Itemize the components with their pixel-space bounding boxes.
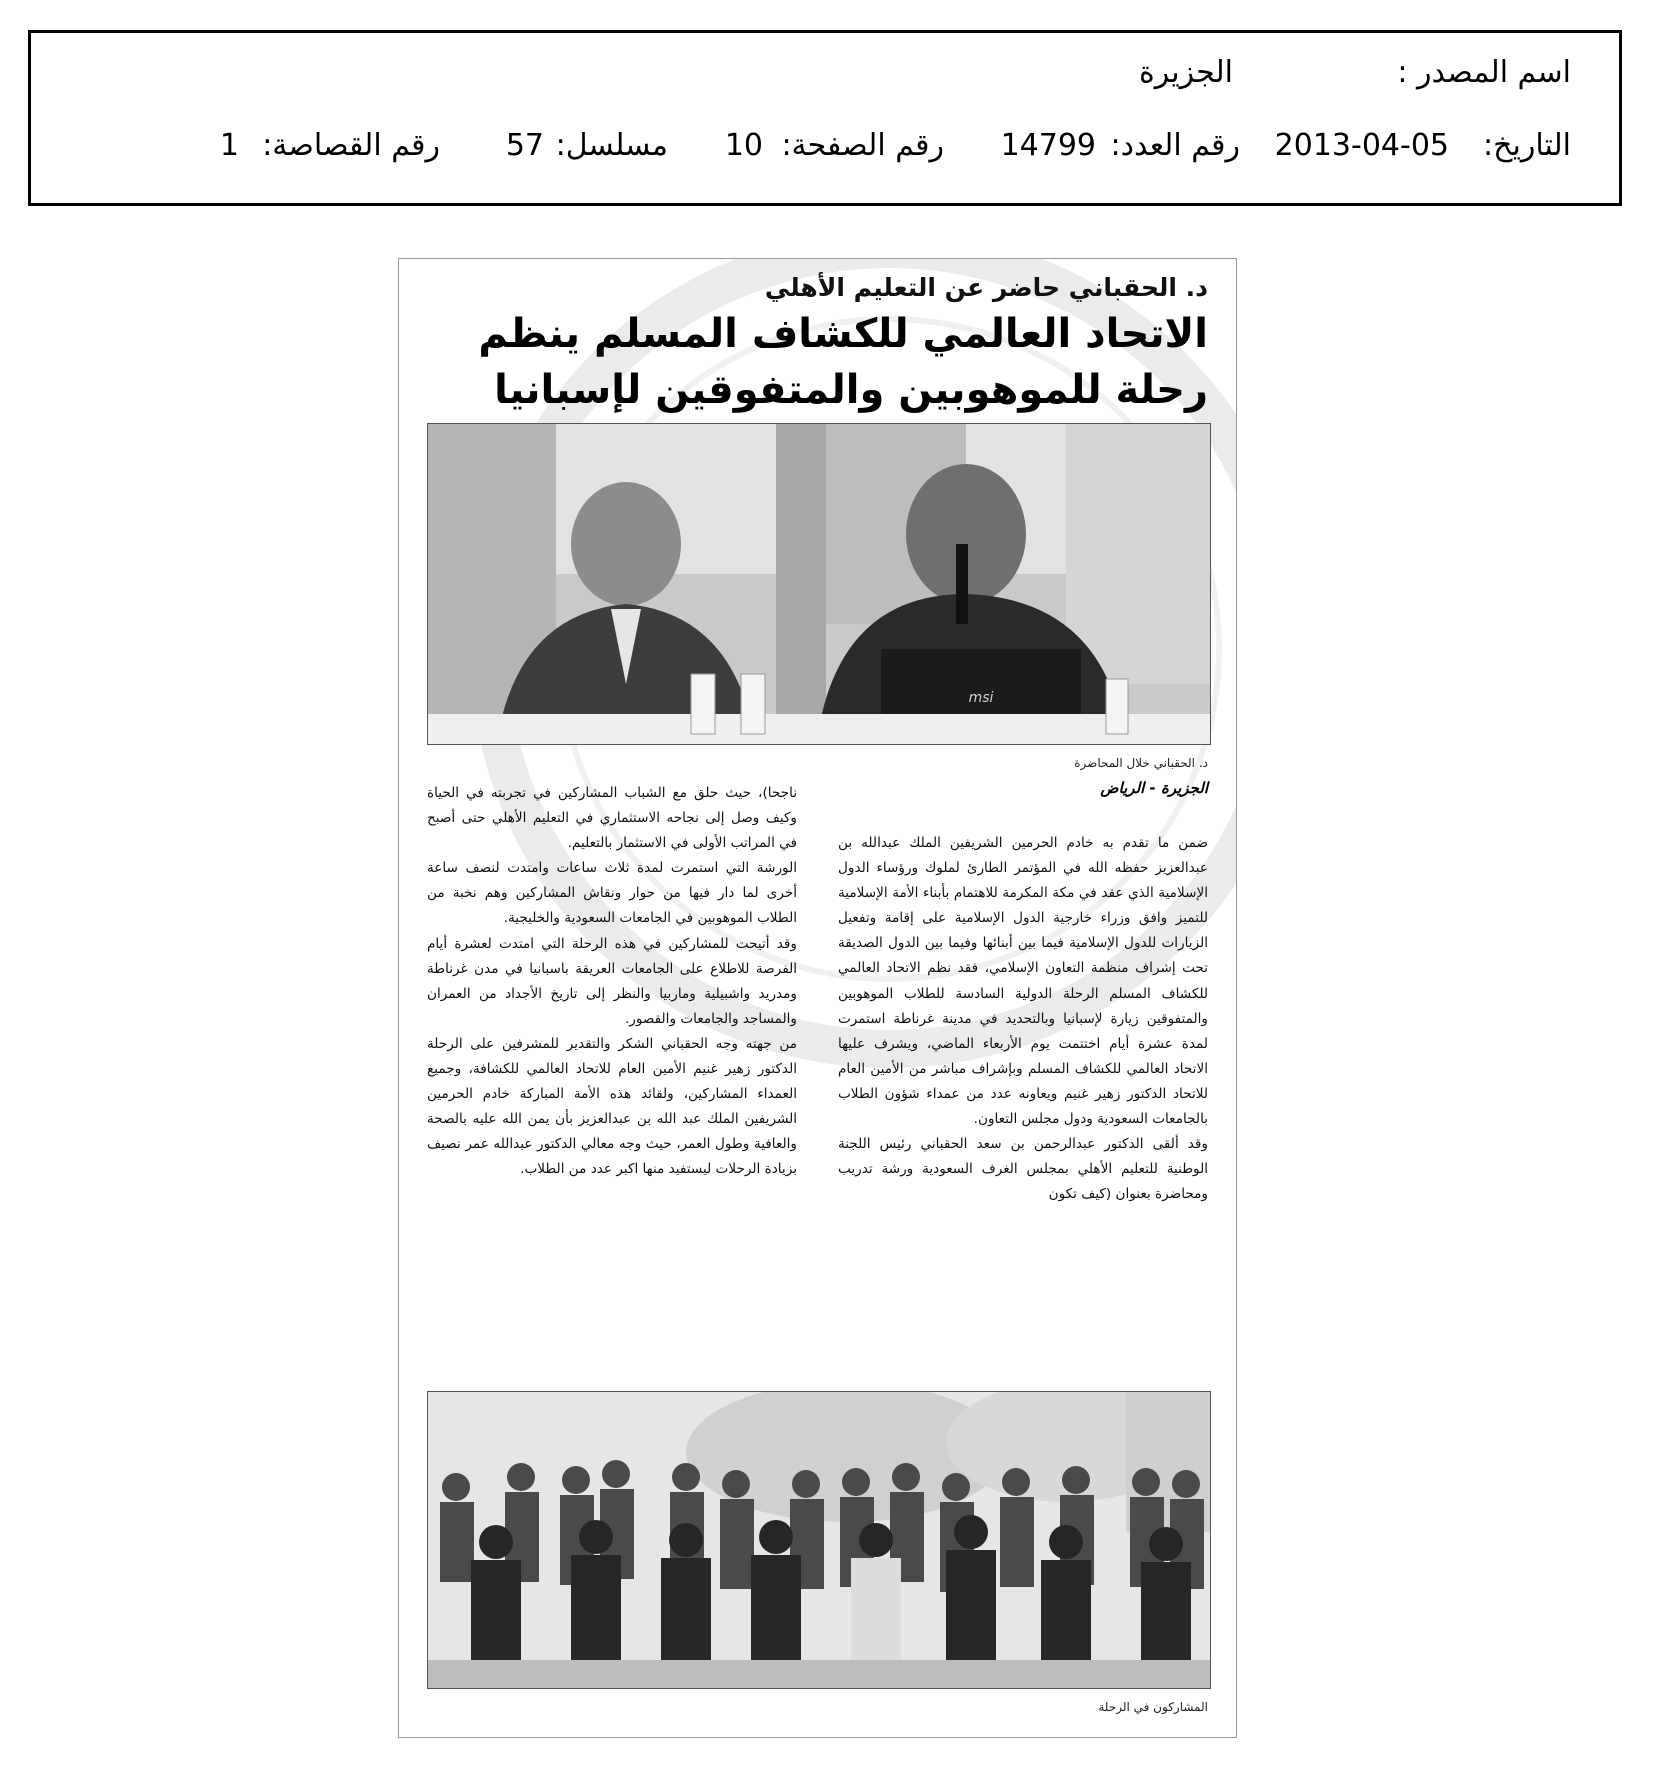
issue-label: رقم العدد:	[1110, 128, 1240, 163]
column-left-paragraph-1: ناجحا)، حيث حلق مع الشباب المشاركين في تجربته في الحياة وكيف وصل إلى نجاحه الاستثماري في التعليم الأهلي حتى أصبح في المراتب الأولى في الاستثمار بالتعليم.	[427, 785, 797, 852]
date-value: 2013-04-05	[1274, 128, 1449, 163]
headline-line-1: الاتحاد العالمي للكشاف المسلم ينظم	[478, 311, 1208, 357]
column-left-paragraph-4: من جهته وجه الحقباني الشكر والتقدير للمشرفين على الرحلة الدكتور زهير غنيم الأمين العام للاتحاد العالمي للكشافة، وجميع العمداء المشاركين، ولقائد هذه الأمة المباركة خادم الحرمين الشريفين الملك عبد الله بن عبدالعزيز بأن يمن الله عليه بالصحة والعافية وطول العمر، حيث وجه معالي الدكتور عبدالله عمر نصيف بزيادة الرحلات ليستفيد منها اكبر عدد من الطلاب.	[427, 1035, 797, 1178]
newspaper-clipping	[398, 258, 1237, 1738]
headline-line-2: رحلة للموهوبين والمتفوقين لإسبانيا	[494, 367, 1208, 413]
column-right-paragraph-1: ضمن ما تقدم به خادم الحرمين الشريفين الملك عبدالله بن عبدالعزيز حفظه الله في المؤتمر الطارئ لملوك ورؤساء الدول الإسلامية الذي عقد في مكة المكرمة للاهتمام بأبناء الأمة الإسلامية للتميز وافق وزراء خارجية الدول الإسلامية على إقامة وتفعيل الزيارات للدول الإسلامية فيما بين أبنائها وفيما بين الدول الصديقة تحت إشراف منظمة التعاون الإسلامي، فقد نظم الاتحاد العالمي للكشاف المسلم الرحلة الدولية السادسة للطلاب الموهوبين والمتفوقين زيارة لإسبانيا وبالتحديد في مدينة غرناطة استمرت لمدة عشرة أيام اختتمت يوم الأربعاء الماضي، ويشرف عليها الاتحاد العالمي للكشاف المسلم وبإشراف مباشر من الأمين العام للاتحاد الدكتور زهير غنيم ويعاونه عدد من عمداء شؤون الطلاب بالجامعات السعودية ودول مجلس التعاون.	[838, 835, 1208, 1128]
lecture-photo-caption: د. الحقباني خلال المحاضرة	[1074, 756, 1208, 770]
column-left-paragraph-3: وقد أتيحت للمشاركين في هذه الرحلة التي امتدت لعشرة أيام الفرصة للاطلاع على الجامعات العريقة باسبانيا في مدن غرناطة ومدريد واشبيلية وماربيا والنظر إلى تاريخ الأجداد من العمران والمساجد والجامعات والقصور.	[427, 935, 797, 1027]
source-row	[31, 55, 1621, 95]
source-info-box	[28, 30, 1622, 206]
serial-value: 57	[505, 128, 544, 163]
issue-value: 14799	[1000, 128, 1096, 163]
source-label: اسم المصدر :	[1397, 55, 1571, 90]
clip-value: 1	[219, 128, 239, 163]
group-photo	[427, 1391, 1211, 1689]
source-value: الجزيرة	[1138, 55, 1233, 90]
date-label: التاريخ:	[1483, 128, 1571, 163]
lecture-photo-image	[427, 424, 1210, 745]
page-label: رقم الصفحة:	[781, 128, 944, 163]
serial-label: مسلسل:	[555, 128, 668, 163]
article-kicker: د. الحقباني حاضر عن التعليم الأهلي	[764, 273, 1208, 302]
article-column-left	[427, 781, 797, 1183]
page-value: 10	[724, 128, 763, 163]
lecture-photo	[427, 423, 1211, 745]
column-right-paragraph-2: وقد ألقى الدكتور عبدالرحمن بن سعد الحقباني رئيس اللجنة الوطنية للتعليم الأهلي بمجلس الغرف السعودية ورشة تدريب ومحاضرة بعنوان (كيف تكون	[838, 1136, 1208, 1203]
column-left-paragraph-2: الورشة التي استمرت لمدة ثلاث ساعات وامتدت لنصف ساعة أخرى لما دار فيها من حوار ونقاش المشاركين وهم نخبة من الطلاب الموهوبين في الجامعات السعودية والخليجية.	[427, 860, 797, 927]
meta-row	[31, 128, 1621, 168]
clip-label: رقم القصاصة:	[262, 128, 440, 163]
article-dateline: الجزيرة - الرياض	[1100, 779, 1208, 797]
group-photo-caption: المشاركون في الرحلة	[1098, 1700, 1208, 1714]
group-photo-image	[427, 1392, 1210, 1689]
article-column-right	[838, 831, 1208, 1207]
laptop-brand: msi	[968, 690, 994, 706]
